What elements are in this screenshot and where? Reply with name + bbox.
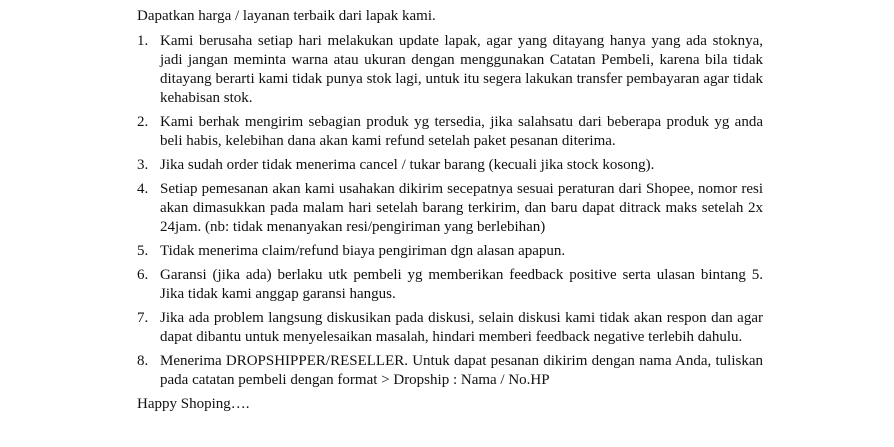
list-item <box>137 352 763 390</box>
list-item <box>137 180 763 237</box>
item-number: 3. <box>137 157 149 173</box>
intro-text: Dapatkan harga / layanan terbaik dari lapak kami. <box>137 8 436 24</box>
document-body <box>137 7 763 414</box>
item-text: Kami berusaha setiap hari melakukan update lapak, agar yang ditayang hanya yang ada stoknya, jadi jangan meminta warna atau ukuran dengan menggunakan Catatan Pembeli, karena bila tidak ditayang berarti kami tidak punya stok lagi, untuk itu segera lakukan transfer pembayaran agar tidak kehabisan stok. <box>160 33 763 106</box>
item-text: Menerima DROPSHIPPER/RESELLER. Untuk dapat pesanan dikirim dengan nama Anda, tuliskan pada catatan pembeli dengan format > Dropship : Nama / No.HP <box>160 353 763 388</box>
item-text: Jika sudah order tidak menerima cancel / tukar barang (kecuali jika stock kosong). <box>160 157 655 173</box>
terms-list <box>137 32 763 390</box>
item-number: 4. <box>137 181 149 197</box>
item-text: Setiap pemesanan akan kami usahakan dikirim secepatnya sesuai peraturan dari Shopee, nomor resi akan dimasukkan pada malam hari setelah barang terkirim, dan baru dapat ditrack maks setelah 2x 24jam. (nb: tidak menanyakan resi/pengiriman yang berlebihan) <box>160 181 763 235</box>
list-item <box>137 242 763 261</box>
item-text: Garansi (jika ada) berlaku utk pembeli yg memberikan feedback positive serta ulasan bintang 5. Jika tidak kami anggap garansi hangus. <box>160 267 763 302</box>
item-text: Tidak menerima claim/refund biaya pengiriman dgn alasan apapun. <box>160 243 566 259</box>
item-text: Kami berhak mengirim sebagian produk yg tersedia, jika salahsatu dari beberapa produk yg anda beli habis, kelebihan dana akan kami refund setelah paket pesanan diterima. <box>160 114 763 149</box>
item-number: 2. <box>137 114 149 130</box>
list-item <box>137 156 763 175</box>
item-number: 7. <box>137 310 149 326</box>
item-number: 8. <box>137 353 149 369</box>
item-text: Jika ada problem langsung diskusikan pada diskusi, selain diskusi kami tidak akan respon dan agar dapat dibantu untuk menyelesaikan masalah, hindari memberi feedback negative terlebih dahulu. <box>160 310 763 345</box>
list-item <box>137 113 763 151</box>
item-number: 6. <box>137 267 149 283</box>
list-item <box>137 266 763 304</box>
closing-text: Happy Shoping…. <box>137 396 250 412</box>
list-item <box>137 32 763 108</box>
list-item <box>137 309 763 347</box>
item-number: 5. <box>137 243 149 259</box>
item-number: 1. <box>137 33 149 49</box>
